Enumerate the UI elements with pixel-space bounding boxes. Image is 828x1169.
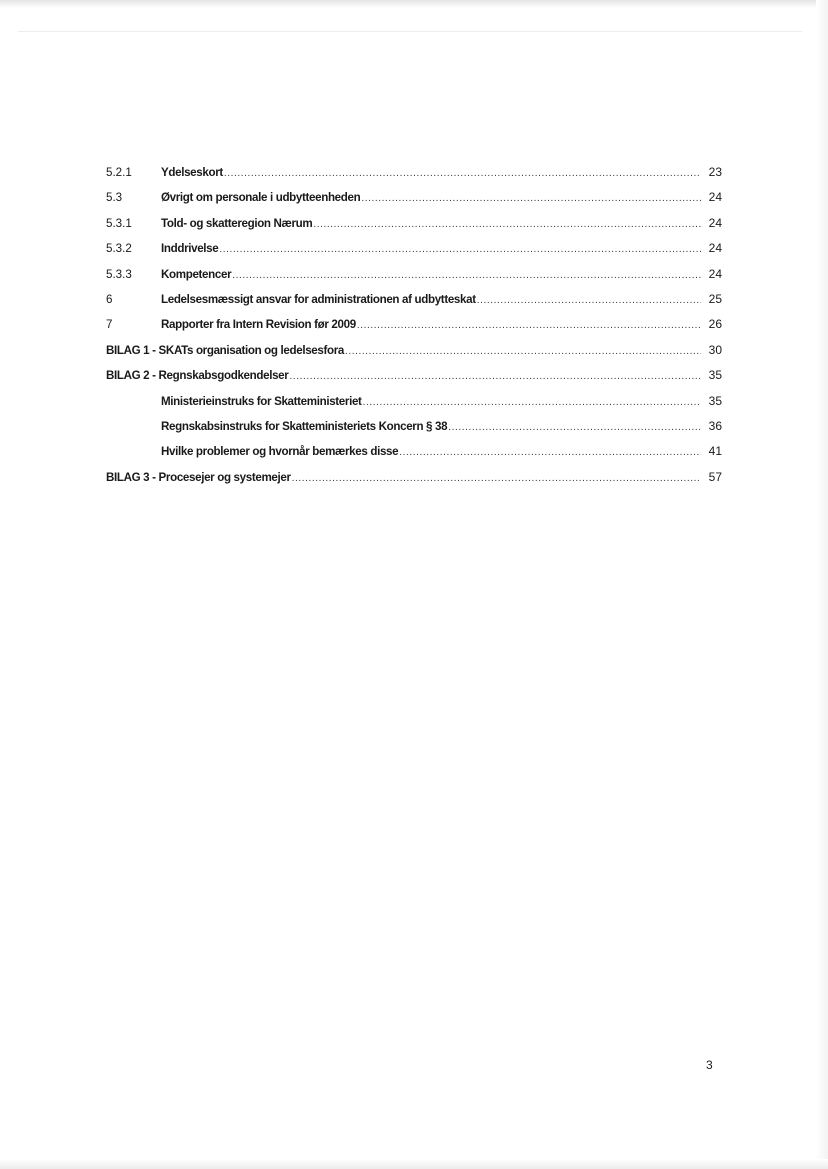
toc-entry[interactable] <box>106 211 722 236</box>
toc-entry-number: 5.3 <box>106 191 123 205</box>
toc-entry[interactable] <box>106 262 722 287</box>
toc-entry[interactable] <box>106 389 722 414</box>
toc-leader-dots <box>345 339 701 364</box>
table-of-contents <box>106 160 722 490</box>
toc-leader-dots <box>313 212 701 237</box>
toc-entry-page: 24 <box>708 215 722 230</box>
toc-leader-dots <box>292 466 701 491</box>
toc-entry[interactable] <box>106 338 722 363</box>
toc-entry[interactable] <box>106 439 722 464</box>
toc-entry-title: Kompetencer <box>161 267 232 281</box>
toc-entry-page: 26 <box>708 317 722 332</box>
toc-entry-title: BILAG 3 - Procesejer og systemejer <box>106 470 291 484</box>
page-number: 3 <box>706 1058 713 1072</box>
toc-entry-title: Ydelseskort <box>161 166 223 179</box>
toc-entry-title: Told- og skatteregion Nærum <box>161 216 313 230</box>
toc-entry-page: 24 <box>708 266 722 281</box>
toc-leader-dots <box>399 440 701 465</box>
toc-entry[interactable] <box>106 312 722 337</box>
scan-edge-top <box>0 0 828 8</box>
toc-leader-dots <box>224 161 701 186</box>
toc-entry-title: Øvrigt om personale i udbytteenheden <box>161 191 361 205</box>
toc-leader-dots <box>357 313 701 338</box>
toc-entry-page: 57 <box>708 469 722 484</box>
toc-entry-number: 5.3.3 <box>106 267 132 281</box>
toc-entry-page: 36 <box>708 418 722 433</box>
toc-entry-page: 35 <box>708 368 722 383</box>
toc-entry-title: Hvilke problemer og hvornår bemærkes disse <box>161 445 399 459</box>
toc-entry-page: 30 <box>708 342 722 357</box>
toc-entry-title: Ledelsesmæssigt ansvar for administrationen af udbytteskat <box>161 292 476 306</box>
toc-entry-page: 24 <box>708 190 722 205</box>
toc-leader-dots <box>232 263 701 288</box>
toc-entry-title: Ministerieinstruks for Skatteministeriet <box>161 394 362 408</box>
toc-entry[interactable] <box>106 185 722 210</box>
toc-leader-dots <box>477 288 701 313</box>
toc-entry-number: 6 <box>106 292 113 306</box>
toc-entry[interactable] <box>106 363 722 388</box>
toc-leader-dots <box>219 237 701 262</box>
scan-edge-right <box>816 0 828 1169</box>
toc-entry[interactable] <box>106 465 722 490</box>
toc-entry-page: 41 <box>708 444 722 459</box>
toc-entry-number: 5.2.1 <box>106 166 132 179</box>
toc-leader-dots <box>448 415 701 440</box>
toc-entry-title: Inddrivelse <box>161 242 219 256</box>
toc-entry-title: Rapporter fra Intern Revision før 2009 <box>161 318 356 332</box>
toc-entry-page: 35 <box>708 393 722 408</box>
toc-entry-number: 7 <box>106 318 113 332</box>
toc-entry-page: 24 <box>708 241 722 256</box>
toc-entry[interactable] <box>106 287 722 312</box>
toc-leader-dots <box>363 390 701 415</box>
toc-entry[interactable] <box>106 236 722 261</box>
toc-entry[interactable] <box>106 414 722 439</box>
scan-edge-bottom <box>0 1159 828 1169</box>
toc-entry-number: 5.3.2 <box>106 242 132 256</box>
toc-leader-dots <box>289 364 701 389</box>
scan-artifact-line <box>18 31 802 32</box>
toc-leader-dots <box>361 186 701 211</box>
toc-entry-number: 5.3.1 <box>106 216 132 230</box>
toc-entry-title: Regnskabsinstruks for Skatteministeriets Koncern § 38 <box>161 419 448 433</box>
toc-entry[interactable] <box>106 160 722 185</box>
toc-entry-page: 25 <box>708 291 722 306</box>
toc-entry-title: BILAG 1 - SKATs organisation og ledelsesfora <box>106 343 344 357</box>
toc-entry-page: 23 <box>708 165 722 179</box>
toc-entry-title: BILAG 2 - Regnskabsgodkendelser <box>106 369 289 383</box>
